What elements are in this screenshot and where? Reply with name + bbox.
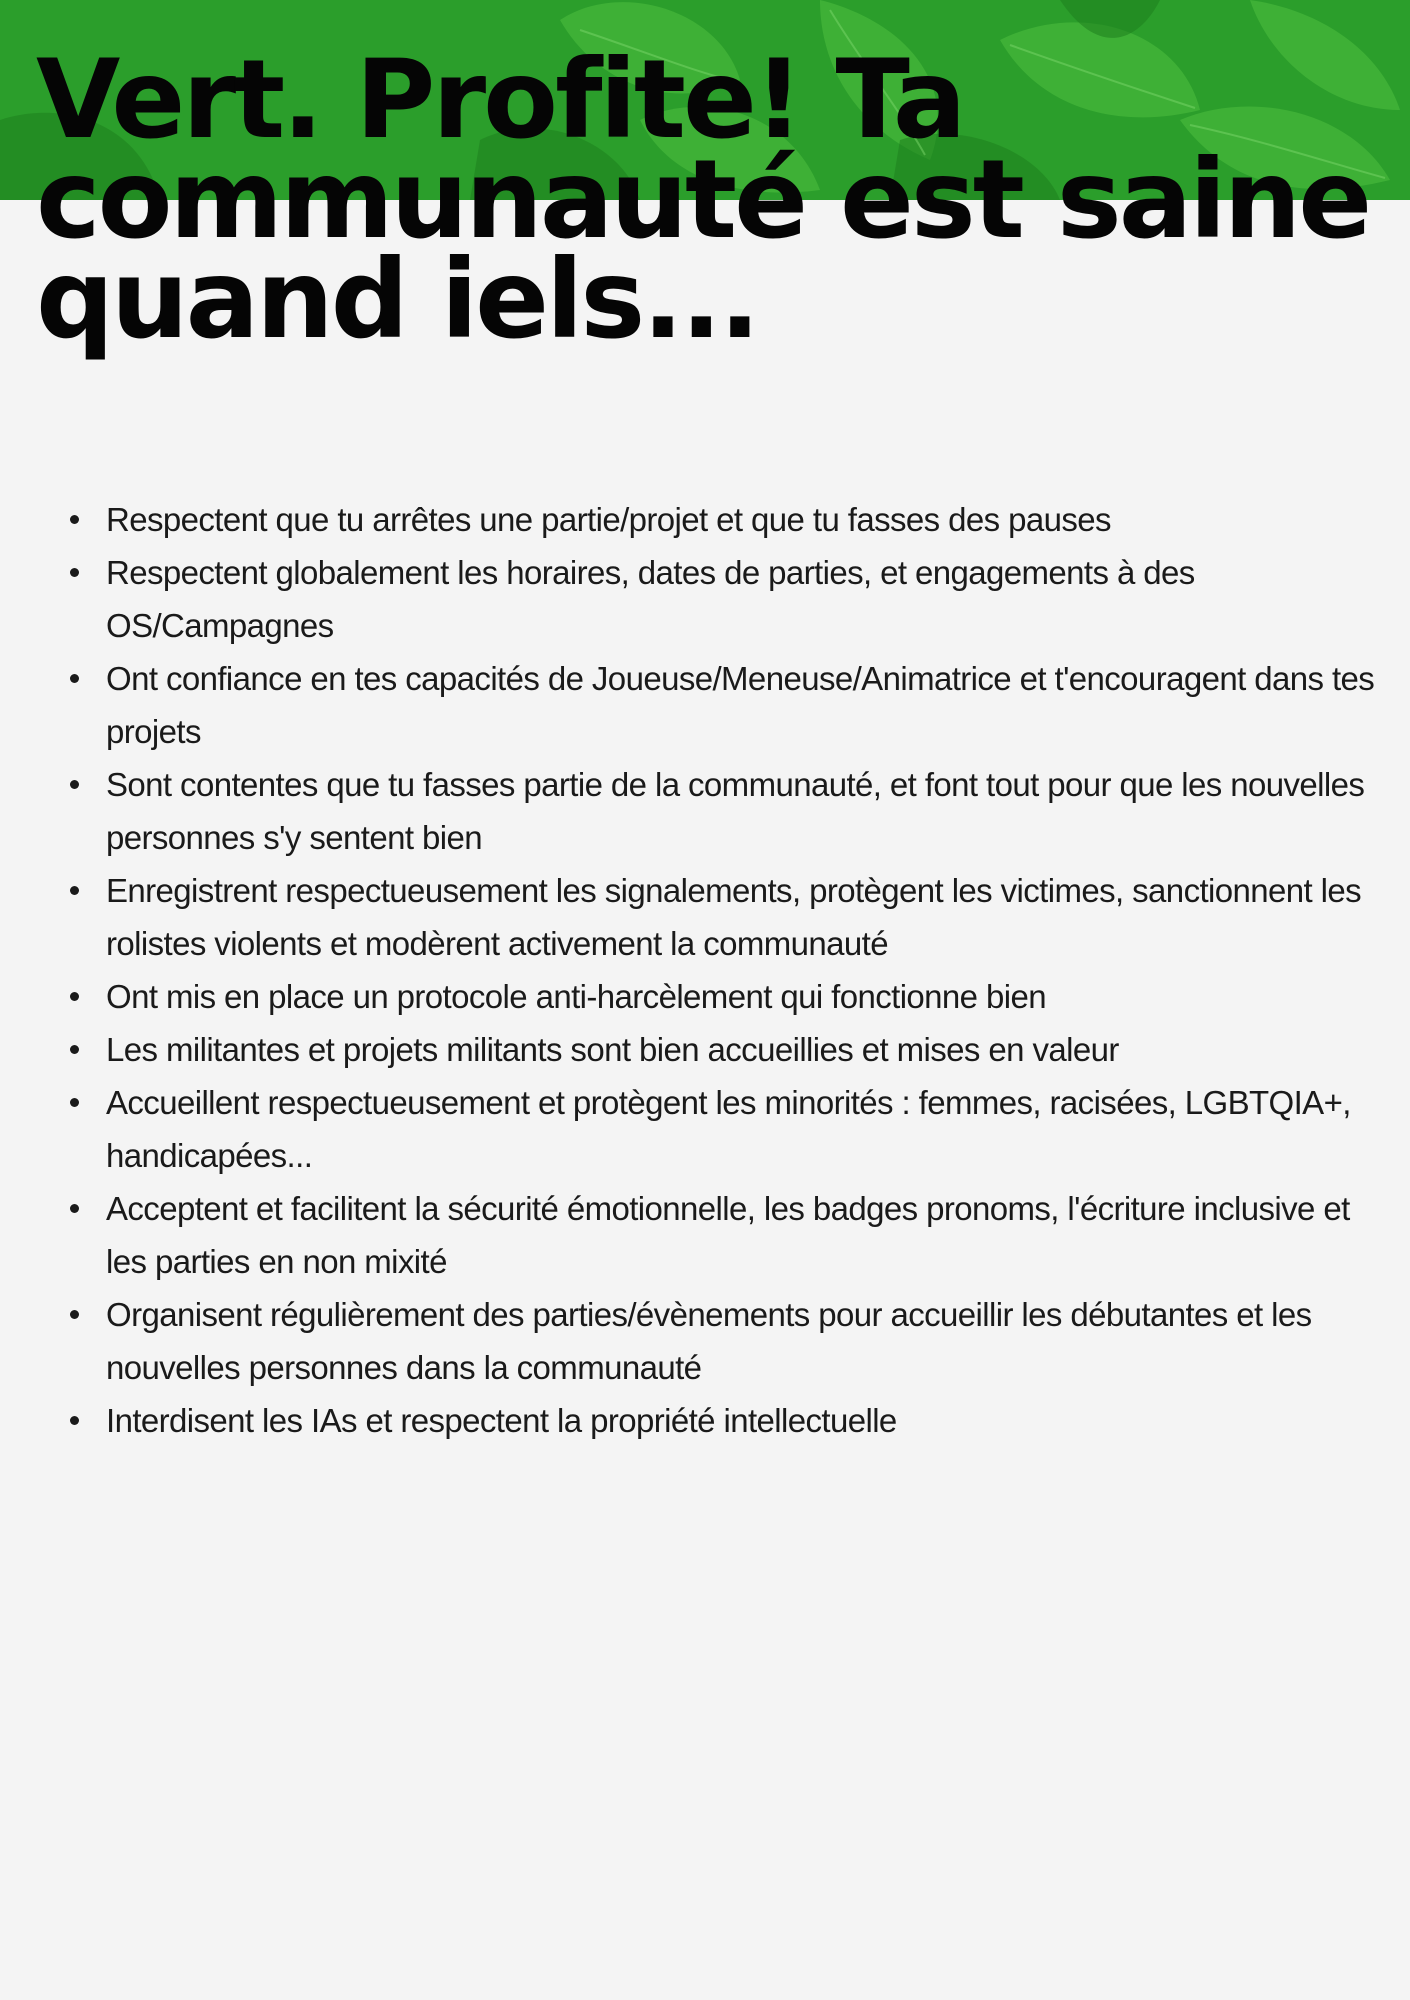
bullet-icon bbox=[70, 1098, 79, 1107]
list-item: Respectent globalement les horaires, dates de parties, et engagements à des OS/Campagnes bbox=[106, 546, 1376, 652]
list-item: Enregistrent respectueusement les signalements, protègent les victimes, sanctionnent les rolistes violents et modèrent activement la communauté bbox=[106, 864, 1376, 970]
list-item: Les militantes et projets militants sont bien accueillies et mises en valeur bbox=[106, 1023, 1376, 1076]
page-title bbox=[36, 36, 1396, 363]
bullet-icon bbox=[70, 992, 79, 1001]
list-item: Ont mis en place un protocole anti-harcèlement qui fonctionne bien bbox=[106, 970, 1376, 1023]
bullet-icon bbox=[70, 1416, 79, 1425]
title-line-1: Vert. Profite! Ta bbox=[36, 36, 964, 163]
bullet-icon bbox=[70, 674, 79, 683]
list-item: Ont confiance en tes capacités de Joueuse/Meneuse/Animatrice et t'encouragent dans tes projets bbox=[106, 652, 1376, 758]
list-item: Interdisent les IAs et respectent la propriété intellectuelle bbox=[106, 1394, 1376, 1447]
list-item: Accueillent respectueusement et protègent les minorités : femmes, racisées, LGBTQIA+, handicapées... bbox=[106, 1076, 1376, 1182]
criteria-list bbox=[106, 493, 1376, 1447]
list-item: Acceptent et facilitent la sécurité émotionnelle, les badges pronoms, l'écriture inclusive et les parties en non mixité bbox=[106, 1182, 1376, 1288]
title-line-2: communauté est saine bbox=[36, 136, 1370, 263]
title-line-3: quand iels... bbox=[36, 236, 758, 363]
list-item: Respectent que tu arrêtes une partie/projet et que tu fasses des pauses bbox=[106, 493, 1376, 546]
bullet-icon bbox=[70, 1310, 79, 1319]
list-item: Sont contentes que tu fasses partie de la communauté, et font tout pour que les nouvelles personnes s'y sentent bien bbox=[106, 758, 1376, 864]
bullet-icon bbox=[70, 886, 79, 895]
bullet-icon bbox=[70, 1045, 79, 1054]
bullet-icon bbox=[70, 1204, 79, 1213]
bullet-icon bbox=[70, 780, 79, 789]
bullet-icon bbox=[70, 515, 79, 524]
list-item: Organisent régulièrement des parties/évènements pour accueillir les débutantes et les nouvelles personnes dans la communauté bbox=[106, 1288, 1376, 1394]
bullet-icon bbox=[70, 568, 79, 577]
